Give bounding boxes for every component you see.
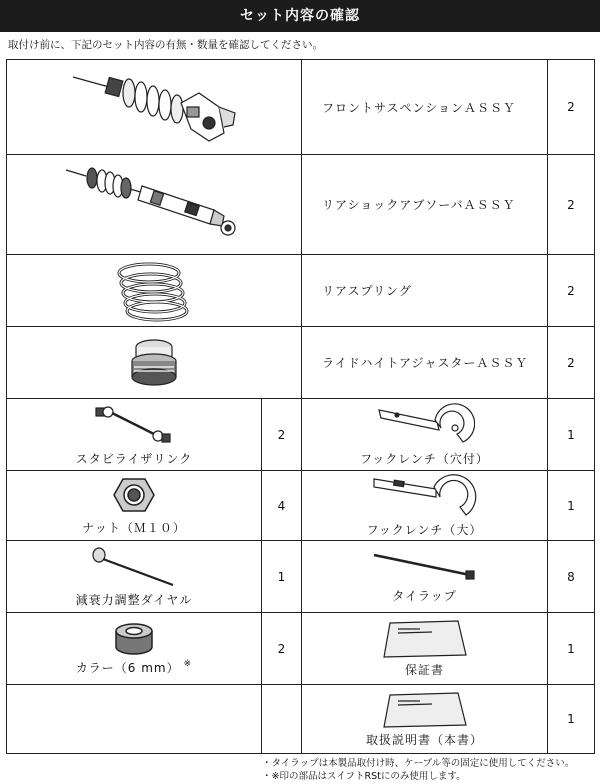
notes: [262, 757, 574, 783]
intro-text: 取付け前に、下記のセット内容の有無・数量を確認してください。: [8, 39, 323, 51]
item-name: フロントサスペンションＡＳＳＹ: [302, 60, 548, 155]
image-cell: [302, 471, 548, 541]
table-row: [7, 399, 595, 471]
parts-table: [6, 59, 595, 754]
item-name: カラー（6 mm）: [75, 661, 180, 675]
item-name: リアスプリング: [302, 255, 548, 327]
item-qty: 2: [262, 613, 302, 685]
coil-spring-icon: [109, 259, 199, 323]
ride-height-adjuster-icon: [124, 335, 184, 391]
note-mark: ※: [183, 659, 193, 669]
item-qty: 2: [548, 155, 595, 255]
rear-shock-absorber-icon: [64, 160, 244, 250]
item-qty: 8: [548, 541, 595, 613]
item-qty: 1: [262, 541, 302, 613]
item-name: フックレンチ（大）: [366, 523, 483, 537]
image-cell: [7, 471, 262, 541]
table-row: [7, 155, 595, 255]
image-cell: [302, 541, 548, 613]
image-cell: [7, 541, 262, 613]
item-qty: 2: [262, 399, 302, 471]
table-row: [7, 471, 595, 541]
front-suspension-icon: [69, 63, 239, 151]
collar-icon: [112, 621, 156, 657]
table-row: [7, 541, 595, 613]
item-qty: 2: [548, 327, 595, 399]
empty-cell: [7, 685, 262, 754]
item-qty: 1: [548, 613, 595, 685]
empty-cell: [262, 685, 302, 754]
item-name-row: [76, 659, 192, 676]
item-qty: 1: [548, 471, 595, 541]
table-row: [7, 60, 595, 155]
document-icon: [380, 691, 470, 729]
image-cell: [7, 613, 262, 685]
image-cell: [7, 327, 302, 399]
hook-wrench-large-icon: [370, 473, 480, 519]
image-cell: [7, 155, 302, 255]
image-cell: [7, 399, 262, 471]
image-cell: [7, 60, 302, 155]
page-title: セット内容の確認: [0, 0, 600, 32]
table-row: [7, 255, 595, 327]
item-qty: 4: [262, 471, 302, 541]
image-cell: [7, 255, 302, 327]
item-name: フックレンチ（穴付）: [360, 452, 489, 466]
stabilizer-link-icon: [94, 402, 174, 448]
item-name: 取扱説明書（本書）: [365, 732, 483, 747]
item-qty: 1: [548, 399, 595, 471]
item-qty: 1: [548, 685, 595, 754]
document-icon: [380, 619, 470, 659]
table-row: [7, 327, 595, 399]
item-qty: 2: [548, 60, 595, 155]
tie-wrap-icon: [370, 549, 480, 585]
note-line: ・※印の部品はスイフトRStにのみ使用します。: [262, 771, 466, 782]
table-row: [7, 613, 595, 685]
item-name: リアショックアブソーバＡＳＳＹ: [302, 155, 548, 255]
item-name: ナット（Ｍ１０）: [82, 521, 186, 535]
item-name: タイラップ: [392, 589, 457, 603]
hook-wrench-hole-icon: [375, 402, 475, 448]
image-cell: [302, 685, 548, 754]
damping-dial-icon: [89, 545, 179, 589]
item-name: ライドハイトアジャスターＡＳＳＹ: [302, 327, 548, 399]
item-name: 保証書: [404, 663, 444, 677]
item-name: スタビライザリンク: [75, 452, 193, 466]
item-name: 減衰力調整ダイヤル: [75, 593, 193, 607]
nut-icon: [112, 475, 156, 517]
image-cell: [302, 399, 548, 471]
note-line: ・タイラップは本製品取付け時、ケーブル等の固定に使用してください。: [262, 758, 575, 769]
table-row: [7, 685, 595, 754]
item-qty: 2: [548, 255, 595, 327]
image-cell: [302, 613, 548, 685]
